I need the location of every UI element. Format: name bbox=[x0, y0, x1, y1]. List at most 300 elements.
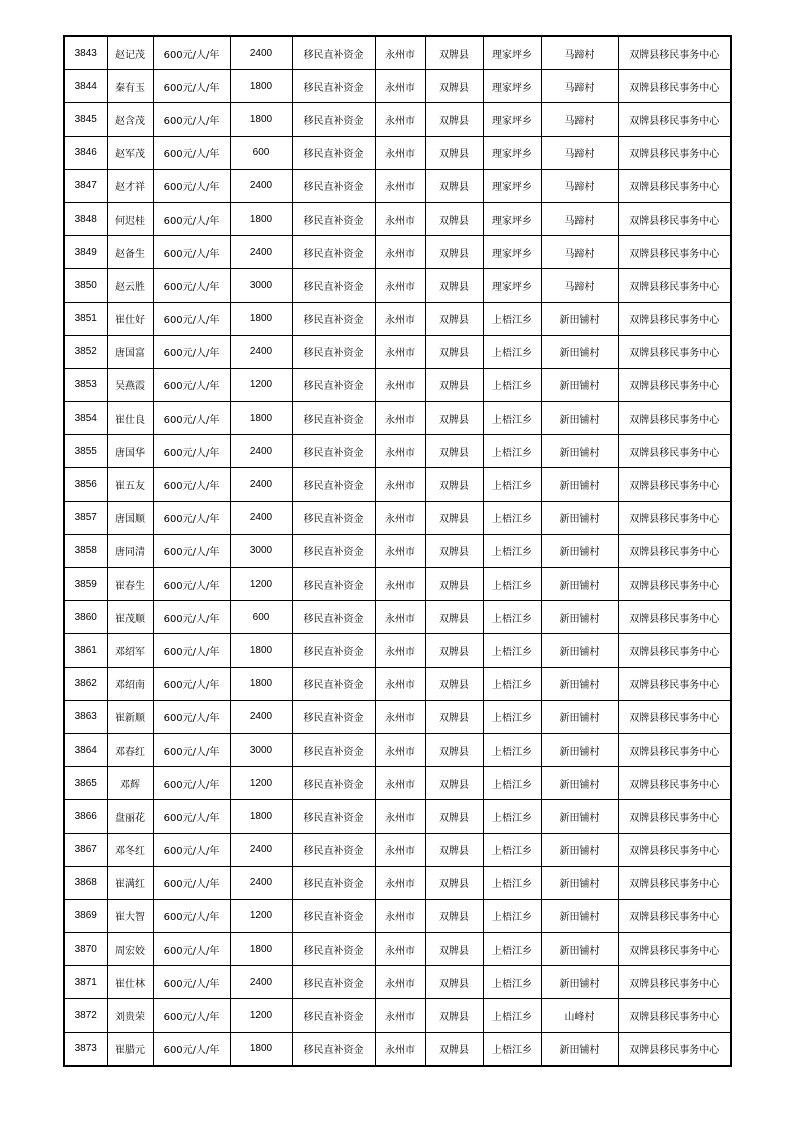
fund-type-cell: 移民直补资金 bbox=[292, 70, 375, 103]
county-cell: 双牌县 bbox=[425, 534, 483, 567]
table-row bbox=[64, 933, 731, 966]
agency-cell: 双牌县移民事务中心 bbox=[618, 368, 731, 401]
agency-cell: 双牌县移民事务中心 bbox=[618, 269, 731, 302]
city-cell: 永州市 bbox=[375, 833, 425, 866]
village-cell: 新田铺村 bbox=[541, 335, 618, 368]
row-number-cell: 3873 bbox=[64, 1032, 107, 1066]
agency-cell: 双牌县移民事务中心 bbox=[618, 534, 731, 567]
row-number-cell: 3853 bbox=[64, 368, 107, 401]
county-cell: 双牌县 bbox=[425, 767, 483, 800]
agency-cell: 双牌县移民事务中心 bbox=[618, 601, 731, 634]
standard-cell: 600元/人/年 bbox=[153, 634, 230, 667]
amount-cell: 1800 bbox=[230, 402, 292, 435]
table-row bbox=[64, 634, 731, 667]
village-cell: 新田铺村 bbox=[541, 634, 618, 667]
amount-cell: 2400 bbox=[230, 966, 292, 999]
standard-cell: 600元/人/年 bbox=[153, 999, 230, 1032]
fund-type-cell: 移民直补资金 bbox=[292, 236, 375, 269]
amount-cell: 3000 bbox=[230, 534, 292, 567]
row-number-cell: 3858 bbox=[64, 534, 107, 567]
name-cell: 赵云胜 bbox=[107, 269, 153, 302]
city-cell: 永州市 bbox=[375, 534, 425, 567]
row-number-cell: 3869 bbox=[64, 899, 107, 932]
fund-type-cell: 移民直补资金 bbox=[292, 733, 375, 766]
township-cell: 上梧江乡 bbox=[483, 335, 541, 368]
agency-cell: 双牌县移民事务中心 bbox=[618, 833, 731, 866]
agency-cell: 双牌县移民事务中心 bbox=[618, 966, 731, 999]
name-cell: 唐国顺 bbox=[107, 501, 153, 534]
fund-type-cell: 移民直补资金 bbox=[292, 402, 375, 435]
amount-cell: 2400 bbox=[230, 236, 292, 269]
city-cell: 永州市 bbox=[375, 402, 425, 435]
amount-cell: 3000 bbox=[230, 269, 292, 302]
township-cell: 理家坪乡 bbox=[483, 36, 541, 70]
township-cell: 理家坪乡 bbox=[483, 202, 541, 235]
fund-type-cell: 移民直补资金 bbox=[292, 468, 375, 501]
name-cell: 赵含茂 bbox=[107, 103, 153, 136]
name-cell: 盘丽花 bbox=[107, 800, 153, 833]
name-cell: 邓辉 bbox=[107, 767, 153, 800]
row-number-cell: 3856 bbox=[64, 468, 107, 501]
county-cell: 双牌县 bbox=[425, 999, 483, 1032]
table-row bbox=[64, 236, 731, 269]
table-row bbox=[64, 999, 731, 1032]
row-number-cell: 3863 bbox=[64, 700, 107, 733]
fund-type-cell: 移民直补资金 bbox=[292, 302, 375, 335]
amount-cell: 1800 bbox=[230, 800, 292, 833]
city-cell: 永州市 bbox=[375, 435, 425, 468]
name-cell: 崔新顺 bbox=[107, 700, 153, 733]
village-cell: 马蹄村 bbox=[541, 169, 618, 202]
agency-cell: 双牌县移民事务中心 bbox=[618, 103, 731, 136]
standard-cell: 600元/人/年 bbox=[153, 468, 230, 501]
table-body bbox=[64, 36, 731, 1066]
amount-cell: 1800 bbox=[230, 1032, 292, 1066]
fund-type-cell: 移民直补资金 bbox=[292, 966, 375, 999]
name-cell: 邓绍军 bbox=[107, 634, 153, 667]
village-cell: 新田铺村 bbox=[541, 800, 618, 833]
row-number-cell: 3864 bbox=[64, 733, 107, 766]
amount-cell: 1200 bbox=[230, 368, 292, 401]
name-cell: 崔大智 bbox=[107, 899, 153, 932]
standard-cell: 600元/人/年 bbox=[153, 302, 230, 335]
fund-type-cell: 移民直补资金 bbox=[292, 999, 375, 1032]
standard-cell: 600元/人/年 bbox=[153, 236, 230, 269]
agency-cell: 双牌县移民事务中心 bbox=[618, 767, 731, 800]
amount-cell: 3000 bbox=[230, 733, 292, 766]
city-cell: 永州市 bbox=[375, 501, 425, 534]
row-number-cell: 3851 bbox=[64, 302, 107, 335]
city-cell: 永州市 bbox=[375, 335, 425, 368]
city-cell: 永州市 bbox=[375, 169, 425, 202]
table-row bbox=[64, 1032, 731, 1066]
fund-type-cell: 移民直补资金 bbox=[292, 435, 375, 468]
name-cell: 崔茂顺 bbox=[107, 601, 153, 634]
village-cell: 新田铺村 bbox=[541, 700, 618, 733]
agency-cell: 双牌县移民事务中心 bbox=[618, 202, 731, 235]
table-row bbox=[64, 700, 731, 733]
village-cell: 新田铺村 bbox=[541, 866, 618, 899]
name-cell: 崔腊元 bbox=[107, 1032, 153, 1066]
row-number-cell: 3866 bbox=[64, 800, 107, 833]
table-row bbox=[64, 103, 731, 136]
agency-cell: 双牌县移民事务中心 bbox=[618, 468, 731, 501]
name-cell: 何迟桂 bbox=[107, 202, 153, 235]
county-cell: 双牌县 bbox=[425, 368, 483, 401]
row-number-cell: 3862 bbox=[64, 667, 107, 700]
row-number-cell: 3865 bbox=[64, 767, 107, 800]
county-cell: 双牌县 bbox=[425, 866, 483, 899]
city-cell: 永州市 bbox=[375, 999, 425, 1032]
city-cell: 永州市 bbox=[375, 966, 425, 999]
township-cell: 上梧江乡 bbox=[483, 899, 541, 932]
standard-cell: 600元/人/年 bbox=[153, 202, 230, 235]
table-row bbox=[64, 435, 731, 468]
agency-cell: 双牌县移民事务中心 bbox=[618, 634, 731, 667]
agency-cell: 双牌县移民事务中心 bbox=[618, 899, 731, 932]
fund-type-cell: 移民直补资金 bbox=[292, 899, 375, 932]
agency-cell: 双牌县移民事务中心 bbox=[618, 733, 731, 766]
agency-cell: 双牌县移民事务中心 bbox=[618, 1032, 731, 1066]
agency-cell: 双牌县移民事务中心 bbox=[618, 667, 731, 700]
table-row bbox=[64, 534, 731, 567]
village-cell: 新田铺村 bbox=[541, 568, 618, 601]
table-row bbox=[64, 966, 731, 999]
fund-type-cell: 移民直补资金 bbox=[292, 866, 375, 899]
agency-cell: 双牌县移民事务中心 bbox=[618, 866, 731, 899]
village-cell: 新田铺村 bbox=[541, 833, 618, 866]
row-number-cell: 3867 bbox=[64, 833, 107, 866]
fund-type-cell: 移民直补资金 bbox=[292, 700, 375, 733]
name-cell: 秦有玉 bbox=[107, 70, 153, 103]
amount-cell: 2400 bbox=[230, 501, 292, 534]
fund-type-cell: 移民直补资金 bbox=[292, 568, 375, 601]
township-cell: 上梧江乡 bbox=[483, 402, 541, 435]
standard-cell: 600元/人/年 bbox=[153, 136, 230, 169]
fund-type-cell: 移民直补资金 bbox=[292, 169, 375, 202]
city-cell: 永州市 bbox=[375, 767, 425, 800]
city-cell: 永州市 bbox=[375, 269, 425, 302]
county-cell: 双牌县 bbox=[425, 435, 483, 468]
county-cell: 双牌县 bbox=[425, 335, 483, 368]
fund-type-cell: 移民直补资金 bbox=[292, 534, 375, 567]
township-cell: 上梧江乡 bbox=[483, 833, 541, 866]
amount-cell: 600 bbox=[230, 136, 292, 169]
city-cell: 永州市 bbox=[375, 468, 425, 501]
village-cell: 马蹄村 bbox=[541, 70, 618, 103]
village-cell: 新田铺村 bbox=[541, 468, 618, 501]
row-number-cell: 3859 bbox=[64, 568, 107, 601]
township-cell: 上梧江乡 bbox=[483, 468, 541, 501]
village-cell: 马蹄村 bbox=[541, 269, 618, 302]
standard-cell: 600元/人/年 bbox=[153, 269, 230, 302]
table-row bbox=[64, 70, 731, 103]
row-number-cell: 3846 bbox=[64, 136, 107, 169]
standard-cell: 600元/人/年 bbox=[153, 70, 230, 103]
city-cell: 永州市 bbox=[375, 800, 425, 833]
county-cell: 双牌县 bbox=[425, 966, 483, 999]
amount-cell: 1200 bbox=[230, 899, 292, 932]
village-cell: 新田铺村 bbox=[541, 534, 618, 567]
name-cell: 崔仕好 bbox=[107, 302, 153, 335]
township-cell: 上梧江乡 bbox=[483, 700, 541, 733]
agency-cell: 双牌县移民事务中心 bbox=[618, 435, 731, 468]
city-cell: 永州市 bbox=[375, 70, 425, 103]
county-cell: 双牌县 bbox=[425, 169, 483, 202]
village-cell: 新田铺村 bbox=[541, 966, 618, 999]
standard-cell: 600元/人/年 bbox=[153, 36, 230, 70]
city-cell: 永州市 bbox=[375, 866, 425, 899]
fund-type-cell: 移民直补资金 bbox=[292, 36, 375, 70]
amount-cell: 1800 bbox=[230, 202, 292, 235]
township-cell: 上梧江乡 bbox=[483, 966, 541, 999]
name-cell: 邓绍南 bbox=[107, 667, 153, 700]
standard-cell: 600元/人/年 bbox=[153, 402, 230, 435]
fund-type-cell: 移民直补资金 bbox=[292, 269, 375, 302]
fund-type-cell: 移民直补资金 bbox=[292, 933, 375, 966]
village-cell: 新田铺村 bbox=[541, 1032, 618, 1066]
township-cell: 上梧江乡 bbox=[483, 634, 541, 667]
fund-type-cell: 移民直补资金 bbox=[292, 800, 375, 833]
city-cell: 永州市 bbox=[375, 136, 425, 169]
fund-type-cell: 移民直补资金 bbox=[292, 833, 375, 866]
fund-type-cell: 移民直补资金 bbox=[292, 368, 375, 401]
standard-cell: 600元/人/年 bbox=[153, 534, 230, 567]
row-number-cell: 3843 bbox=[64, 36, 107, 70]
village-cell: 马蹄村 bbox=[541, 202, 618, 235]
standard-cell: 600元/人/年 bbox=[153, 667, 230, 700]
name-cell: 赵记茂 bbox=[107, 36, 153, 70]
row-number-cell: 3849 bbox=[64, 236, 107, 269]
amount-cell: 1800 bbox=[230, 103, 292, 136]
agency-cell: 双牌县移民事务中心 bbox=[618, 136, 731, 169]
standard-cell: 600元/人/年 bbox=[153, 169, 230, 202]
table-row bbox=[64, 767, 731, 800]
standard-cell: 600元/人/年 bbox=[153, 866, 230, 899]
county-cell: 双牌县 bbox=[425, 269, 483, 302]
name-cell: 唐国富 bbox=[107, 335, 153, 368]
name-cell: 崔满红 bbox=[107, 866, 153, 899]
township-cell: 上梧江乡 bbox=[483, 733, 541, 766]
fund-type-cell: 移民直补资金 bbox=[292, 501, 375, 534]
standard-cell: 600元/人/年 bbox=[153, 833, 230, 866]
standard-cell: 600元/人/年 bbox=[153, 368, 230, 401]
amount-cell: 600 bbox=[230, 601, 292, 634]
village-cell: 新田铺村 bbox=[541, 501, 618, 534]
standard-cell: 600元/人/年 bbox=[153, 800, 230, 833]
agency-cell: 双牌县移民事务中心 bbox=[618, 70, 731, 103]
table-row bbox=[64, 866, 731, 899]
fund-type-cell: 移民直补资金 bbox=[292, 335, 375, 368]
agency-cell: 双牌县移民事务中心 bbox=[618, 402, 731, 435]
name-cell: 崔仕林 bbox=[107, 966, 153, 999]
county-cell: 双牌县 bbox=[425, 634, 483, 667]
village-cell: 新田铺村 bbox=[541, 435, 618, 468]
city-cell: 永州市 bbox=[375, 568, 425, 601]
agency-cell: 双牌县移民事务中心 bbox=[618, 236, 731, 269]
amount-cell: 1200 bbox=[230, 568, 292, 601]
amount-cell: 1800 bbox=[230, 933, 292, 966]
table-row bbox=[64, 601, 731, 634]
village-cell: 山峰村 bbox=[541, 999, 618, 1032]
village-cell: 新田铺村 bbox=[541, 899, 618, 932]
amount-cell: 1800 bbox=[230, 667, 292, 700]
row-number-cell: 3844 bbox=[64, 70, 107, 103]
table-row bbox=[64, 368, 731, 401]
village-cell: 新田铺村 bbox=[541, 601, 618, 634]
county-cell: 双牌县 bbox=[425, 899, 483, 932]
village-cell: 新田铺村 bbox=[541, 667, 618, 700]
township-cell: 上梧江乡 bbox=[483, 767, 541, 800]
city-cell: 永州市 bbox=[375, 302, 425, 335]
table-row bbox=[64, 169, 731, 202]
row-number-cell: 3847 bbox=[64, 169, 107, 202]
township-cell: 理家坪乡 bbox=[483, 169, 541, 202]
amount-cell: 2400 bbox=[230, 866, 292, 899]
amount-cell: 2400 bbox=[230, 169, 292, 202]
township-cell: 理家坪乡 bbox=[483, 269, 541, 302]
amount-cell: 1800 bbox=[230, 302, 292, 335]
village-cell: 新田铺村 bbox=[541, 733, 618, 766]
standard-cell: 600元/人/年 bbox=[153, 966, 230, 999]
table-row bbox=[64, 269, 731, 302]
row-number-cell: 3861 bbox=[64, 634, 107, 667]
row-number-cell: 3871 bbox=[64, 966, 107, 999]
township-cell: 上梧江乡 bbox=[483, 601, 541, 634]
amount-cell: 1800 bbox=[230, 70, 292, 103]
table-row bbox=[64, 800, 731, 833]
standard-cell: 600元/人/年 bbox=[153, 103, 230, 136]
village-cell: 新田铺村 bbox=[541, 767, 618, 800]
standard-cell: 600元/人/年 bbox=[153, 568, 230, 601]
village-cell: 马蹄村 bbox=[541, 36, 618, 70]
village-cell: 新田铺村 bbox=[541, 302, 618, 335]
fund-type-cell: 移民直补资金 bbox=[292, 1032, 375, 1066]
city-cell: 永州市 bbox=[375, 933, 425, 966]
county-cell: 双牌县 bbox=[425, 202, 483, 235]
city-cell: 永州市 bbox=[375, 733, 425, 766]
township-cell: 理家坪乡 bbox=[483, 103, 541, 136]
name-cell: 唐国华 bbox=[107, 435, 153, 468]
township-cell: 上梧江乡 bbox=[483, 534, 541, 567]
city-cell: 永州市 bbox=[375, 1032, 425, 1066]
table-row bbox=[64, 36, 731, 70]
standard-cell: 600元/人/年 bbox=[153, 501, 230, 534]
township-cell: 理家坪乡 bbox=[483, 136, 541, 169]
city-cell: 永州市 bbox=[375, 36, 425, 70]
agency-cell: 双牌县移民事务中心 bbox=[618, 568, 731, 601]
fund-type-cell: 移民直补资金 bbox=[292, 103, 375, 136]
agency-cell: 双牌县移民事务中心 bbox=[618, 800, 731, 833]
township-cell: 上梧江乡 bbox=[483, 866, 541, 899]
standard-cell: 600元/人/年 bbox=[153, 335, 230, 368]
village-cell: 新田铺村 bbox=[541, 933, 618, 966]
township-cell: 上梧江乡 bbox=[483, 435, 541, 468]
row-number-cell: 3852 bbox=[64, 335, 107, 368]
table-row bbox=[64, 833, 731, 866]
county-cell: 双牌县 bbox=[425, 468, 483, 501]
row-number-cell: 3868 bbox=[64, 866, 107, 899]
row-number-cell: 3848 bbox=[64, 202, 107, 235]
fund-type-cell: 移民直补资金 bbox=[292, 601, 375, 634]
standard-cell: 600元/人/年 bbox=[153, 933, 230, 966]
table-row bbox=[64, 568, 731, 601]
city-cell: 永州市 bbox=[375, 601, 425, 634]
agency-cell: 双牌县移民事务中心 bbox=[618, 700, 731, 733]
county-cell: 双牌县 bbox=[425, 933, 483, 966]
fund-type-cell: 移民直补资金 bbox=[292, 136, 375, 169]
name-cell: 唐同清 bbox=[107, 534, 153, 567]
amount-cell: 2400 bbox=[230, 468, 292, 501]
name-cell: 刘贵荣 bbox=[107, 999, 153, 1032]
township-cell: 上梧江乡 bbox=[483, 501, 541, 534]
city-cell: 永州市 bbox=[375, 700, 425, 733]
row-number-cell: 3870 bbox=[64, 933, 107, 966]
city-cell: 永州市 bbox=[375, 899, 425, 932]
agency-cell: 双牌县移民事务中心 bbox=[618, 335, 731, 368]
township-cell: 上梧江乡 bbox=[483, 1032, 541, 1066]
standard-cell: 600元/人/年 bbox=[153, 435, 230, 468]
township-cell: 上梧江乡 bbox=[483, 800, 541, 833]
township-cell: 上梧江乡 bbox=[483, 933, 541, 966]
name-cell: 周宏姣 bbox=[107, 933, 153, 966]
city-cell: 永州市 bbox=[375, 236, 425, 269]
table-row bbox=[64, 302, 731, 335]
row-number-cell: 3854 bbox=[64, 402, 107, 435]
agency-cell: 双牌县移民事务中心 bbox=[618, 999, 731, 1032]
standard-cell: 600元/人/年 bbox=[153, 1032, 230, 1066]
county-cell: 双牌县 bbox=[425, 800, 483, 833]
row-number-cell: 3872 bbox=[64, 999, 107, 1032]
fund-type-cell: 移民直补资金 bbox=[292, 767, 375, 800]
table-row bbox=[64, 202, 731, 235]
county-cell: 双牌县 bbox=[425, 236, 483, 269]
township-cell: 上梧江乡 bbox=[483, 302, 541, 335]
agency-cell: 双牌县移民事务中心 bbox=[618, 501, 731, 534]
township-cell: 上梧江乡 bbox=[483, 568, 541, 601]
county-cell: 双牌县 bbox=[425, 733, 483, 766]
amount-cell: 2400 bbox=[230, 700, 292, 733]
village-cell: 马蹄村 bbox=[541, 236, 618, 269]
agency-cell: 双牌县移民事务中心 bbox=[618, 933, 731, 966]
standard-cell: 600元/人/年 bbox=[153, 733, 230, 766]
name-cell: 崔五友 bbox=[107, 468, 153, 501]
county-cell: 双牌县 bbox=[425, 36, 483, 70]
agency-cell: 双牌县移民事务中心 bbox=[618, 169, 731, 202]
amount-cell: 2400 bbox=[230, 36, 292, 70]
city-cell: 永州市 bbox=[375, 667, 425, 700]
county-cell: 双牌县 bbox=[425, 667, 483, 700]
row-number-cell: 3845 bbox=[64, 103, 107, 136]
county-cell: 双牌县 bbox=[425, 700, 483, 733]
county-cell: 双牌县 bbox=[425, 833, 483, 866]
agency-cell: 双牌县移民事务中心 bbox=[618, 302, 731, 335]
agency-cell: 双牌县移民事务中心 bbox=[618, 36, 731, 70]
city-cell: 永州市 bbox=[375, 103, 425, 136]
name-cell: 赵备生 bbox=[107, 236, 153, 269]
amount-cell: 1800 bbox=[230, 634, 292, 667]
name-cell: 崔春生 bbox=[107, 568, 153, 601]
township-cell: 上梧江乡 bbox=[483, 999, 541, 1032]
county-cell: 双牌县 bbox=[425, 136, 483, 169]
standard-cell: 600元/人/年 bbox=[153, 700, 230, 733]
fund-type-cell: 移民直补资金 bbox=[292, 667, 375, 700]
county-cell: 双牌县 bbox=[425, 70, 483, 103]
village-cell: 马蹄村 bbox=[541, 103, 618, 136]
standard-cell: 600元/人/年 bbox=[153, 767, 230, 800]
row-number-cell: 3850 bbox=[64, 269, 107, 302]
table-row bbox=[64, 335, 731, 368]
